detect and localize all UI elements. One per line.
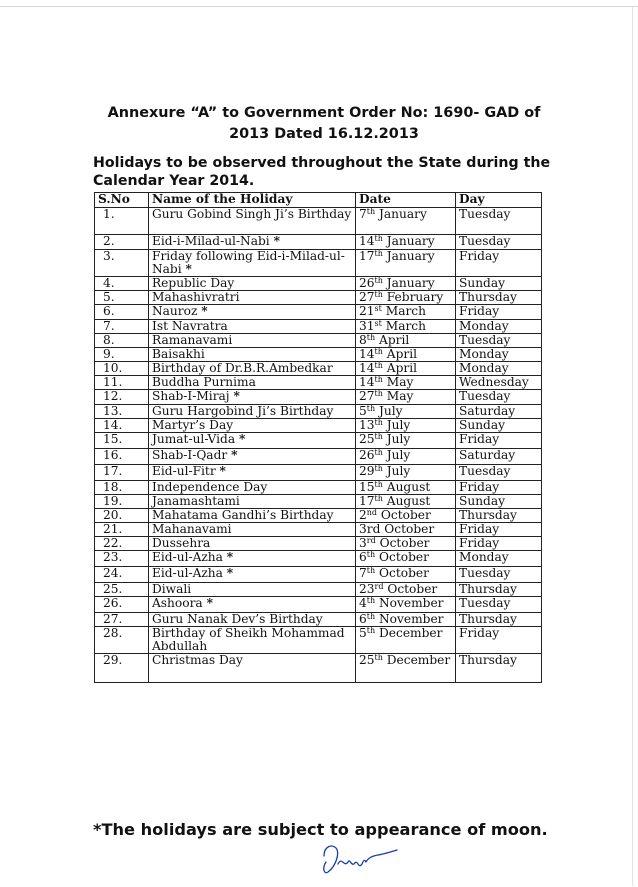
holiday-name-cell xyxy=(149,277,356,291)
table-row xyxy=(95,509,542,523)
holiday-date xyxy=(356,567,456,583)
holiday-date xyxy=(356,597,456,613)
holidays-table-body xyxy=(95,208,542,683)
date-month: August xyxy=(386,480,431,494)
holiday-name-cell xyxy=(149,305,356,320)
holiday-date xyxy=(356,481,456,495)
holiday-name-cell xyxy=(149,348,356,362)
holiday-name-cell xyxy=(149,291,356,305)
holiday-name-cell xyxy=(149,208,356,235)
holiday-day: Friday xyxy=(456,627,542,654)
holiday-date xyxy=(356,449,456,465)
holiday-day: Sunday xyxy=(456,277,542,291)
date-day-number: 4 xyxy=(359,596,367,610)
date-day-number: 5 xyxy=(359,626,367,640)
holiday-date xyxy=(356,551,456,567)
date-ordinal-suffix: rd xyxy=(366,536,376,545)
holiday-sno: 6. xyxy=(95,305,149,320)
holiday-name-cell xyxy=(149,362,356,376)
date-ordinal-suffix: th xyxy=(374,494,383,503)
moon-asterisk: * xyxy=(201,304,208,318)
holiday-sno: 18. xyxy=(95,481,149,495)
date-month: October xyxy=(379,566,429,580)
date-day-number: 21 xyxy=(359,304,375,318)
table-row xyxy=(95,597,542,613)
moon-footnote: *The holidays are subject to appearance of moon. xyxy=(93,820,548,839)
holiday-name-cell xyxy=(149,551,356,567)
header-day: Day xyxy=(456,193,542,208)
date-ordinal-suffix: th xyxy=(374,234,383,243)
date-month: July xyxy=(386,464,411,478)
date-ordinal-suffix: th xyxy=(366,596,376,605)
date-ordinal-suffix: th xyxy=(366,612,376,621)
holiday-name: Guru Hargobind Ji’s Birthday xyxy=(152,404,334,418)
date-month: November xyxy=(379,612,444,626)
holiday-day: Friday xyxy=(456,537,542,551)
date-ordinal-suffix: th xyxy=(374,448,383,457)
table-row xyxy=(95,583,542,597)
holiday-date xyxy=(356,208,456,235)
holiday-date xyxy=(356,305,456,320)
holiday-name-cell xyxy=(149,523,356,537)
holiday-name-cell xyxy=(149,509,356,523)
holiday-name: Birthday of Sheikh Mohammad Abdullah xyxy=(152,626,345,653)
date-ordinal-suffix: th xyxy=(374,480,383,489)
date-ordinal-suffix: th xyxy=(366,404,376,413)
date-month: January xyxy=(386,276,435,290)
table-row xyxy=(95,208,542,235)
date-day-number: 26 xyxy=(359,276,375,290)
header-date: Date xyxy=(356,193,456,208)
holiday-sno: 8. xyxy=(95,334,149,348)
moon-asterisk: * xyxy=(238,432,246,446)
holiday-day: Wednesday xyxy=(456,376,542,390)
holiday-sno: 14. xyxy=(95,419,149,433)
table-row xyxy=(95,627,542,654)
table-row xyxy=(95,481,542,495)
holiday-name-cell xyxy=(149,583,356,597)
holiday-date xyxy=(356,495,456,509)
holiday-name: Eid-ul-Azha xyxy=(152,550,223,564)
holiday-sno: 9. xyxy=(95,348,149,362)
date-day-number: 25 xyxy=(359,432,375,446)
holiday-name: Jumat-ul-Vida xyxy=(152,432,236,446)
document-subheading xyxy=(93,154,563,190)
header-sno: S.No xyxy=(95,193,149,208)
date-day-number: 23 xyxy=(359,582,375,596)
holiday-name: Shab-I-Miraj xyxy=(152,389,230,403)
date-day-number: 14 xyxy=(359,361,375,375)
holiday-name: Ashoora xyxy=(152,596,203,610)
date-ordinal-suffix: th xyxy=(366,626,376,635)
holiday-name: Guru Nanak Dev’s Birthday xyxy=(152,612,323,626)
holiday-day: Monday xyxy=(456,551,542,567)
table-row xyxy=(95,235,542,250)
date-ordinal-suffix: th xyxy=(374,290,383,299)
date-ordinal-suffix: th xyxy=(366,207,376,216)
holiday-name-cell xyxy=(149,419,356,433)
holiday-sno: 17. xyxy=(95,465,149,481)
date-month: October xyxy=(379,536,430,550)
holiday-name: Christmas Day xyxy=(152,653,243,667)
holiday-date xyxy=(356,277,456,291)
table-row xyxy=(95,291,542,305)
holiday-name: Mahashivratri xyxy=(152,290,240,304)
table-row xyxy=(95,523,542,537)
holiday-name-cell xyxy=(149,537,356,551)
holiday-name-cell xyxy=(149,495,356,509)
table-row xyxy=(95,405,542,419)
moon-asterisk: * xyxy=(219,464,226,478)
holiday-name-cell xyxy=(149,334,356,348)
table-row xyxy=(95,376,542,390)
table-row xyxy=(95,495,542,509)
date-ordinal-suffix: th xyxy=(366,550,376,559)
table-row xyxy=(95,348,542,362)
holiday-name: Friday following Eid-i-Milad-ul-Nabi xyxy=(152,249,345,276)
moon-asterisk: * xyxy=(226,566,234,580)
date-month: January xyxy=(386,249,435,263)
holiday-date xyxy=(356,390,456,405)
holiday-name: Mahanavami xyxy=(152,522,232,536)
holiday-day: Thursday xyxy=(456,613,542,627)
holiday-name: Diwali xyxy=(152,582,192,596)
date-day-number: 17 xyxy=(359,494,375,508)
holiday-name: Birthday of Dr.B.R.Ambedkar xyxy=(152,361,333,375)
holiday-day: Monday xyxy=(456,362,542,376)
date-ordinal-suffix: th xyxy=(374,389,383,398)
holiday-sno: 27. xyxy=(95,613,149,627)
holiday-date xyxy=(356,291,456,305)
holiday-day: Sunday xyxy=(456,495,542,509)
moon-asterisk: * xyxy=(206,596,213,610)
date-day-number: 14 xyxy=(359,375,375,389)
holiday-name: Martyr’s Day xyxy=(152,418,234,432)
moon-asterisk: * xyxy=(226,550,234,564)
holiday-sno: 13. xyxy=(95,405,149,419)
moon-asterisk: * xyxy=(273,234,280,248)
table-row xyxy=(95,567,542,583)
date-ordinal-suffix: th xyxy=(374,432,383,441)
date-month: January xyxy=(379,207,427,221)
holiday-name-cell xyxy=(149,405,356,419)
table-row xyxy=(95,362,542,376)
holiday-name: Mahatama Gandhi’s Birthday xyxy=(152,508,334,522)
holiday-sno: 25. xyxy=(95,583,149,597)
holiday-sno: 10. xyxy=(95,362,149,376)
date-month: February xyxy=(386,290,444,304)
date-day-number: 26 xyxy=(359,448,375,462)
holiday-date xyxy=(356,627,456,654)
holiday-day: Friday xyxy=(456,250,542,277)
date-month: April xyxy=(386,347,417,361)
date-month: July xyxy=(386,448,411,462)
date-day-number: 27 xyxy=(359,290,375,304)
holiday-name: Dussehra xyxy=(152,536,211,550)
holiday-sno: 12. xyxy=(95,390,149,405)
table-row xyxy=(95,390,542,405)
holiday-date xyxy=(356,537,456,551)
holiday-sno: 16. xyxy=(95,449,149,465)
date-month: May xyxy=(386,389,414,403)
holiday-name-cell xyxy=(149,613,356,627)
page-right-edge xyxy=(632,6,633,886)
table-row xyxy=(95,551,542,567)
signature xyxy=(318,838,398,880)
holiday-day: Monday xyxy=(456,348,542,362)
holiday-name-cell xyxy=(149,465,356,481)
holiday-day: Tuesday xyxy=(456,597,542,613)
holiday-name-cell xyxy=(149,627,356,654)
holiday-name: Eid-i-Milad-ul-Nabi xyxy=(152,234,270,248)
holiday-name-cell xyxy=(149,449,356,465)
table-header-row xyxy=(95,193,542,208)
holiday-name-cell xyxy=(149,320,356,334)
holiday-day: Sunday xyxy=(456,419,542,433)
date-ordinal-suffix: rd xyxy=(374,582,384,591)
holiday-day: Thursday xyxy=(456,654,542,683)
date-ordinal-suffix: st xyxy=(374,304,382,313)
date-day-number: 27 xyxy=(359,389,375,403)
holiday-date xyxy=(356,654,456,683)
holiday-sno: 28. xyxy=(95,627,149,654)
table-row xyxy=(95,465,542,481)
date-month: December xyxy=(386,653,451,667)
holiday-day: Saturday xyxy=(456,405,542,419)
table-row xyxy=(95,334,542,348)
heading-line-1: Annexure “A” to Government Order No: 1690- GAD of xyxy=(107,105,541,121)
date-day-number: 15 xyxy=(359,480,375,494)
date-ordinal-suffix: nd xyxy=(366,508,378,517)
holiday-date xyxy=(356,320,456,334)
holiday-date xyxy=(356,419,456,433)
subheading-line-2: Calendar Year 2014. xyxy=(93,173,255,189)
moon-asterisk: * xyxy=(231,448,238,462)
holiday-sno: 19. xyxy=(95,495,149,509)
holiday-date xyxy=(356,334,456,348)
table-row xyxy=(95,433,542,449)
date-month: July xyxy=(386,432,411,446)
holiday-day: Monday xyxy=(456,320,542,334)
page-top-edge xyxy=(0,6,638,7)
holiday-date xyxy=(356,362,456,376)
holiday-sno: 20. xyxy=(95,509,149,523)
holiday-sno: 21. xyxy=(95,523,149,537)
holiday-name-cell xyxy=(149,433,356,449)
holiday-day: Friday xyxy=(456,305,542,320)
holiday-name-cell xyxy=(149,376,356,390)
date-ordinal-suffix: th xyxy=(374,361,383,370)
holiday-sno: 15. xyxy=(95,433,149,449)
holiday-date xyxy=(356,348,456,362)
table-row xyxy=(95,654,542,683)
date-day-number: 29 xyxy=(359,464,375,478)
date-month: July xyxy=(379,404,403,418)
holiday-day: Tuesday xyxy=(456,567,542,583)
holiday-name: Buddha Purnima xyxy=(152,375,256,389)
holiday-day: Tuesday xyxy=(456,465,542,481)
table-row xyxy=(95,277,542,291)
date-day-number: 7 xyxy=(359,207,367,221)
holiday-day: Tuesday xyxy=(456,390,542,405)
holiday-sno: 29. xyxy=(95,654,149,683)
holiday-name: Janamashtami xyxy=(152,494,240,508)
date-ordinal-suffix: th xyxy=(374,653,383,662)
date-day-number: 14 xyxy=(359,347,375,361)
date-month: December xyxy=(379,626,443,640)
document-heading xyxy=(70,103,578,145)
header-name: Name of the Holiday xyxy=(149,193,356,208)
holiday-date xyxy=(356,250,456,277)
holiday-day: Tuesday xyxy=(456,334,542,348)
holiday-name: Guru Gobind Singh Ji’s Birthday xyxy=(152,207,352,221)
holiday-date xyxy=(356,509,456,523)
date-ordinal-suffix: th xyxy=(366,566,376,575)
moon-asterisk: * xyxy=(233,389,240,403)
holiday-sno: 11. xyxy=(95,376,149,390)
holiday-name-cell xyxy=(149,567,356,583)
date-month: November xyxy=(379,596,444,610)
holiday-sno: 23. xyxy=(95,551,149,567)
date-month: March xyxy=(385,304,426,318)
holiday-day: Thursday xyxy=(456,583,542,597)
holiday-sno: 2. xyxy=(95,235,149,250)
date-day-number: 5 xyxy=(359,404,367,418)
date-day-number: 6 xyxy=(359,550,367,564)
table-row xyxy=(95,305,542,320)
holiday-day: Tuesday xyxy=(456,235,542,250)
date-day-number: 25 xyxy=(359,653,375,667)
date-day-number: 17 xyxy=(359,249,375,263)
holiday-date xyxy=(356,433,456,449)
date-ordinal-suffix: th xyxy=(374,276,383,285)
holiday-name: Independence Day xyxy=(152,480,268,494)
holiday-name: Baisakhi xyxy=(152,347,205,361)
table-row xyxy=(95,613,542,627)
date-day-number: 6 xyxy=(359,612,367,626)
holiday-date xyxy=(356,613,456,627)
holiday-day: Thursday xyxy=(456,509,542,523)
holiday-name-cell xyxy=(149,481,356,495)
holiday-day: Friday xyxy=(456,481,542,495)
holiday-day: Thursday xyxy=(456,291,542,305)
date-month: May xyxy=(386,375,414,389)
holiday-day: Friday xyxy=(456,433,542,449)
date-ordinal-suffix: th xyxy=(374,347,383,356)
date-day-number: 14 xyxy=(359,234,375,248)
date-day-number: 8 xyxy=(359,333,367,347)
date-ordinal-suffix: th xyxy=(374,464,383,473)
moon-asterisk: * xyxy=(185,262,192,276)
date-day-number: 13 xyxy=(359,418,375,432)
date-day-number: 31 xyxy=(359,319,375,333)
heading-line-2: 2013 Dated 16.12.2013 xyxy=(229,126,419,142)
holiday-date xyxy=(356,523,456,537)
holiday-name-cell xyxy=(149,390,356,405)
holiday-date xyxy=(356,465,456,481)
holiday-day: Friday xyxy=(456,523,542,537)
holiday-name: Shab-I-Qadr xyxy=(152,448,228,462)
date-month: August xyxy=(386,494,431,508)
holiday-name: Republic Day xyxy=(152,276,235,290)
holiday-name-cell xyxy=(149,654,356,683)
date-month: January xyxy=(386,234,435,248)
table-row xyxy=(95,449,542,465)
date-day-number: 7 xyxy=(359,566,367,580)
holiday-date xyxy=(356,405,456,419)
date-month: April xyxy=(379,333,410,347)
date-month: October xyxy=(380,508,431,522)
date-ordinal-suffix: th xyxy=(366,333,376,342)
date-month: July xyxy=(386,418,411,432)
holiday-day: Tuesday xyxy=(456,208,542,235)
holiday-sno: 1. xyxy=(95,208,149,235)
holiday-sno: 26. xyxy=(95,597,149,613)
holiday-name: Ist Navratra xyxy=(152,319,228,333)
holiday-date xyxy=(356,376,456,390)
holiday-date xyxy=(356,583,456,597)
subheading-line-1: Holidays to be observed throughout the State during the xyxy=(93,155,551,171)
date-ordinal-suffix: th xyxy=(374,418,383,427)
date-month: April xyxy=(386,361,417,375)
holiday-name: Nauroz xyxy=(152,304,198,318)
date-day-number: 2 xyxy=(359,508,367,522)
holiday-date xyxy=(356,235,456,250)
holiday-name: Eid-ul-Azha xyxy=(152,566,223,580)
date-day-number: 3 xyxy=(359,536,367,550)
table-row xyxy=(95,320,542,334)
holiday-sno: 5. xyxy=(95,291,149,305)
holiday-name-cell xyxy=(149,597,356,613)
holiday-day: Saturday xyxy=(456,449,542,465)
date-ordinal-suffix: th xyxy=(374,249,383,258)
holiday-name: Ramanavami xyxy=(152,333,233,347)
holiday-sno: 7. xyxy=(95,320,149,334)
date-month: October xyxy=(379,550,429,564)
date-month: March xyxy=(385,319,426,333)
table-row xyxy=(95,537,542,551)
holiday-name-cell xyxy=(149,235,356,250)
date-day-number: 3rd xyxy=(359,522,381,536)
table-row xyxy=(95,250,542,277)
holiday-name: Eid-ul-Fitr xyxy=(152,464,216,478)
holiday-sno: 24. xyxy=(95,567,149,583)
holiday-sno: 4. xyxy=(95,277,149,291)
holiday-sno: 3. xyxy=(95,250,149,277)
date-month: October xyxy=(384,522,435,536)
holidays-table xyxy=(94,192,542,683)
table-row xyxy=(95,419,542,433)
date-month: October xyxy=(387,582,438,596)
holiday-name-cell xyxy=(149,250,356,277)
date-ordinal-suffix: th xyxy=(374,375,383,384)
date-ordinal-suffix: st xyxy=(374,319,382,328)
holiday-sno: 22. xyxy=(95,537,149,551)
